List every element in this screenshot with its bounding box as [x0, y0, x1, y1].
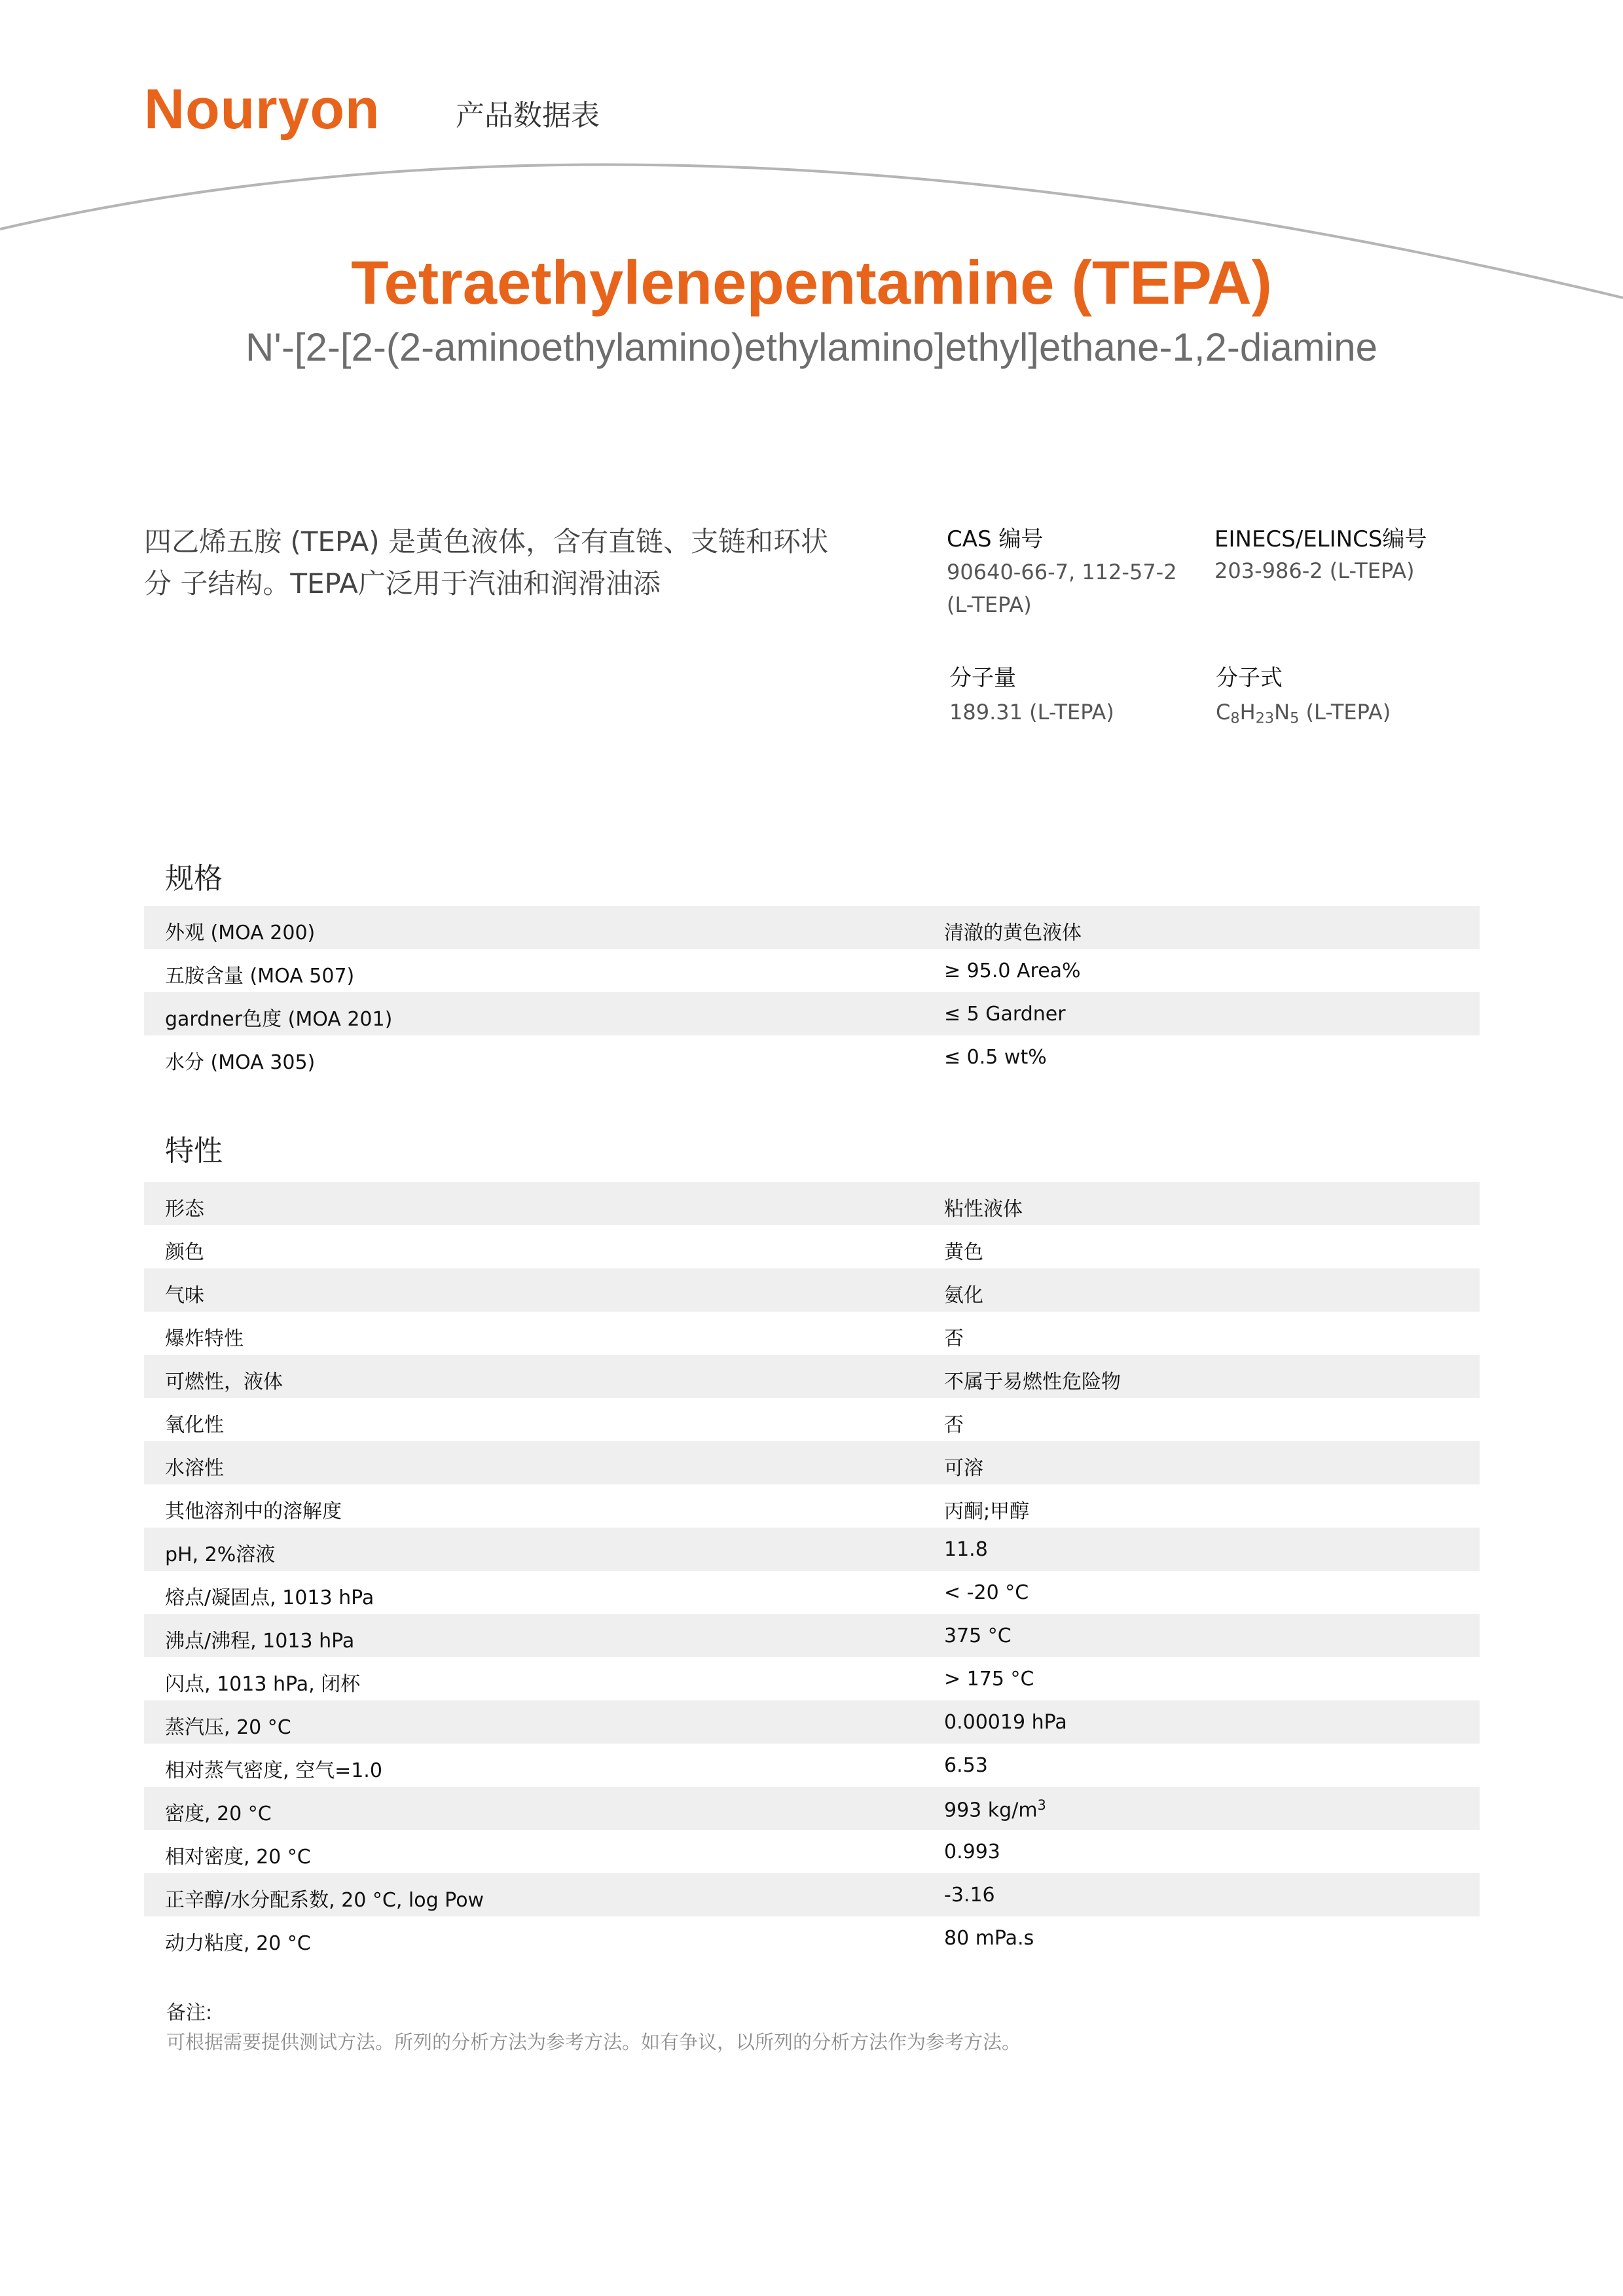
table-row: 密度, 20 °C 993 $kg/m^3$	[144, 1787, 1480, 1830]
properties-table	[144, 1182, 1480, 1960]
table-row: 水分 (MOA 305) ≤ 0.5 wt%	[165, 1046, 1047, 1074]
cas-label: CAS 编号	[947, 526, 1044, 552]
table-row: 其他溶剂中的溶解度 丙酮;甲醇	[165, 1500, 1030, 1523]
table-row: 相对密度, 20 °C 0.993	[165, 1840, 1000, 1869]
product-description	[144, 521, 917, 605]
table-row: 颜色 黄色	[165, 1241, 983, 1264]
table-row: 闪点, 1013 hPa, 闭杯 > 175 °C	[165, 1668, 1034, 1696]
description-line-2: 分 子结构。TEPA广泛用于汽油和润滑油添	[144, 567, 661, 600]
document-type: 产品数据表	[456, 99, 600, 132]
table-row: 沸点/沸程, 1013 hPa 375 °C	[144, 1614, 1480, 1657]
table-row: 氧化性 否	[165, 1414, 964, 1437]
molecular-formula-block	[1216, 660, 1391, 735]
cas-block	[947, 521, 1177, 621]
table-row: 相对蒸气密度, 空气=1.0 6.53	[165, 1754, 988, 1782]
einecs-value: 203-986-2 (L-TEPA)	[1214, 558, 1415, 583]
specs-title: 规格	[165, 862, 223, 895]
product-title: Tetraethylenepentamine (TEPA)	[351, 248, 1272, 317]
cas-value-2: (L-TEPA)	[947, 592, 1032, 617]
table-row: 可燃性，液体 不属于易燃性危险物	[144, 1355, 1480, 1398]
einecs-label: EINECS/ELINCS编号	[1214, 526, 1427, 552]
table-row: 爆炸特性 否	[165, 1327, 964, 1350]
table-row: 形态 粘性液体	[144, 1182, 1480, 1225]
properties-title: 特性	[165, 1134, 223, 1168]
notes-label: 备注:	[166, 2001, 213, 2024]
product-subtitle: N'-[2-[2-(2-aminoethylamino)ethylamino]ethyl]ethane-1,2-diamine	[246, 325, 1377, 369]
einecs-block	[1214, 521, 1427, 587]
table-row: 外观 (MOA 200) 清澈的黄色液体	[144, 906, 1480, 949]
molecular-formula-value: $C_8H_{23}N_5$ (L-TEPA)	[1216, 700, 1391, 727]
table-row: 水溶性 可溶	[144, 1441, 1480, 1484]
molecular-weight-value: 189.31 (L-TEPA)	[949, 700, 1114, 725]
specs-table	[144, 906, 1480, 1079]
description-line-1: 四乙烯五胺 (TEPA) 是黄色液体，含有直链、支链和环状	[144, 526, 829, 558]
notes-text: 可根据需要提供测试方法。所列的分析方法为参考方法。如有争议，以所列的分析方法作为参考方法。	[166, 2031, 1021, 2053]
brand-logo: Nouryon	[144, 78, 380, 141]
molecular-weight-block	[949, 660, 1114, 728]
cas-value-1: 90640-66-7, 112-57-2	[947, 560, 1177, 584]
table-row: 熔点/凝固点, 1013 hPa < -20 °C	[165, 1581, 1029, 1609]
table-row: 动力粘度, 20 °C 80 mPa.s	[165, 1927, 1034, 1955]
table-row: 正辛醇/水分配系数, 20 °C, log Pow -3.16	[144, 1873, 1480, 1916]
table-row: 气味 氨化	[144, 1268, 1480, 1312]
table-row: 蒸汽压, 20 °C 0.00019 hPa	[144, 1700, 1480, 1744]
molecular-formula-label: 分子式	[1216, 665, 1283, 691]
table-row: 五胺含量 (MOA 507) ≥ 95.0 Area%	[165, 960, 1081, 988]
table-row: gardner色度 (MOA 201) ≤ 5 Gardner	[144, 992, 1480, 1035]
molecular-weight-label: 分子量	[949, 665, 1016, 691]
table-row: pH, 2%溶液 11.8	[144, 1528, 1480, 1571]
